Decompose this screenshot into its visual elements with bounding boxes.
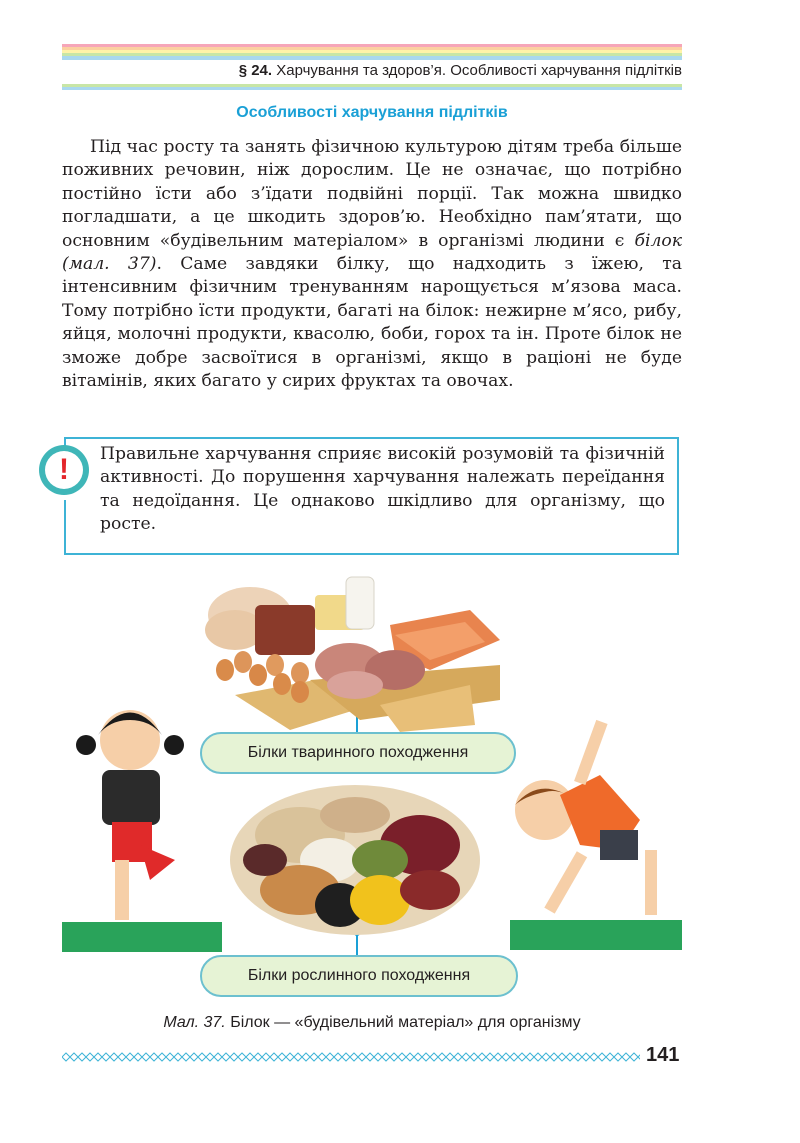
header-underline-bar — [62, 84, 682, 90]
page-number: 141 — [646, 1044, 680, 1066]
figure-caption-prefix: Мал. 37. — [163, 1014, 226, 1031]
protein-illustration — [0, 560, 800, 1010]
girl-yoga-illustration — [62, 710, 222, 952]
main-paragraph: Під час росту та занять фізичною культурою дітям треба більше поживних речовин, ніж дорослим. Це не означає, що потрібно постійно їсти або з’їдати подвійні порції. Так можна швидко погладшати, а це шкодить здоров’ю. Необхідно пам’ятати, що основним «будівельним матеріалом» в організмі людини є білок (мал. 37). Саме завдяки білку, що надходить з їжею, та інтенсивним фізичним тренуванням нарощується м’язова маса. Тому потрібно їсти продукти, багаті на білок: нежирне м’ясо, рибу, яйця, молочні продукти, квасолю, боби, горох та ін. Проте білок не зможе добре засвоїтися в організмі, якщо в раціоні не буде вітамінів, яких багато у сирих фруктах та овочах. — [62, 137, 682, 392]
section-heading: Особливості харчування підлітків — [236, 104, 508, 121]
exclamation-icon: ! — [39, 445, 89, 495]
label-plant-protein: Білки рослинного походження — [200, 955, 518, 997]
paragraph-italic-ref: білок (мал. 37) — [62, 230, 682, 275]
footer-decorative-line — [62, 1052, 640, 1062]
section-number: § 24. — [238, 62, 273, 79]
label-animal-protein: Білки тваринного походження — [200, 732, 516, 774]
boy-yoga-illustration — [510, 720, 682, 950]
header-rainbow-bar — [62, 44, 682, 60]
plant-protein-food-image — [230, 785, 480, 935]
figure-caption-text: Білок — «будівельний матеріал» для організму — [225, 1014, 581, 1031]
running-header — [62, 62, 682, 79]
running-header-title: Харчування та здоров’я. Особливості харчування підлітків — [272, 62, 682, 79]
note-text: Правильне харчування сприяє високій розумовій та фізичній активності. До порушення харчування належать переїдання та недоїдання. Це однаково шкідливо для організму, що росте. — [100, 444, 665, 535]
figure-caption — [62, 1014, 682, 1032]
note-box-left-border-bottom — [64, 500, 66, 555]
animal-protein-food-image — [205, 577, 500, 732]
